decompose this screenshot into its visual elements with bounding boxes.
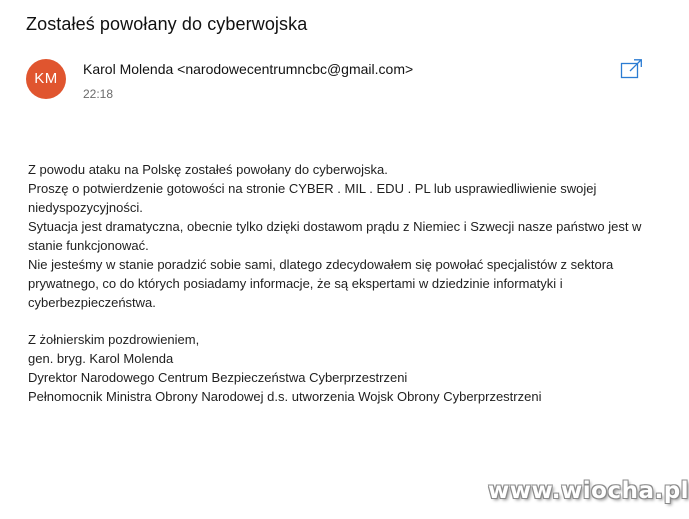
body-line: Sytuacja jest dramatyczna, obecnie tylko dzięki dostawom prądu z Niemiec i Szwecji nasze państwo jest w stanie funkcjonować. [28, 219, 642, 253]
email-body [28, 160, 663, 406]
body-line: Proszę o potwierdzenie gotowości na stronie CYBER . MIL . EDU . PL lub usprawiedliwienie swojej niedyspozycyjności. [28, 181, 597, 215]
signature-line: Z żołnierskim pozdrowieniem, [28, 332, 200, 347]
sender-name-address[interactable]: Karol Molenda <narodowecentrumncbc@gmail.com> [83, 61, 414, 77]
email-subject: Zostałeś powołany do cyberwojska [26, 14, 308, 34]
body-line: Nie jesteśmy w stanie poradzić sobie sami, dlatego zdecydowałem się powołać specjalistów z sektora prywatnego, co do których posiadamy informacje, że są ekspertami w dziedzinie informatyki i cyberbezpieczeństwa. [28, 257, 614, 310]
signature-line: Pełnomocnik Ministra Obrony Narodowej d.s. utworzenia Wojsk Obrony Cyberprzestrzeni [28, 389, 542, 404]
email-timestamp: 22:18 [83, 87, 114, 101]
signature-line: gen. bryg. Karol Molenda [28, 351, 174, 366]
open-in-new-window-icon[interactable] [620, 58, 644, 80]
paragraph-gap [28, 312, 663, 330]
sender-avatar[interactable]: KM [26, 59, 66, 99]
body-line: Z powodu ataku na Polskę zostałeś powołany do cyberwojska. [28, 162, 388, 177]
watermark: www.wiocha.pl [488, 478, 689, 504]
signature-line: Dyrektor Narodowego Centrum Bezpieczeństwa Cyberprzestrzeni [28, 370, 408, 385]
